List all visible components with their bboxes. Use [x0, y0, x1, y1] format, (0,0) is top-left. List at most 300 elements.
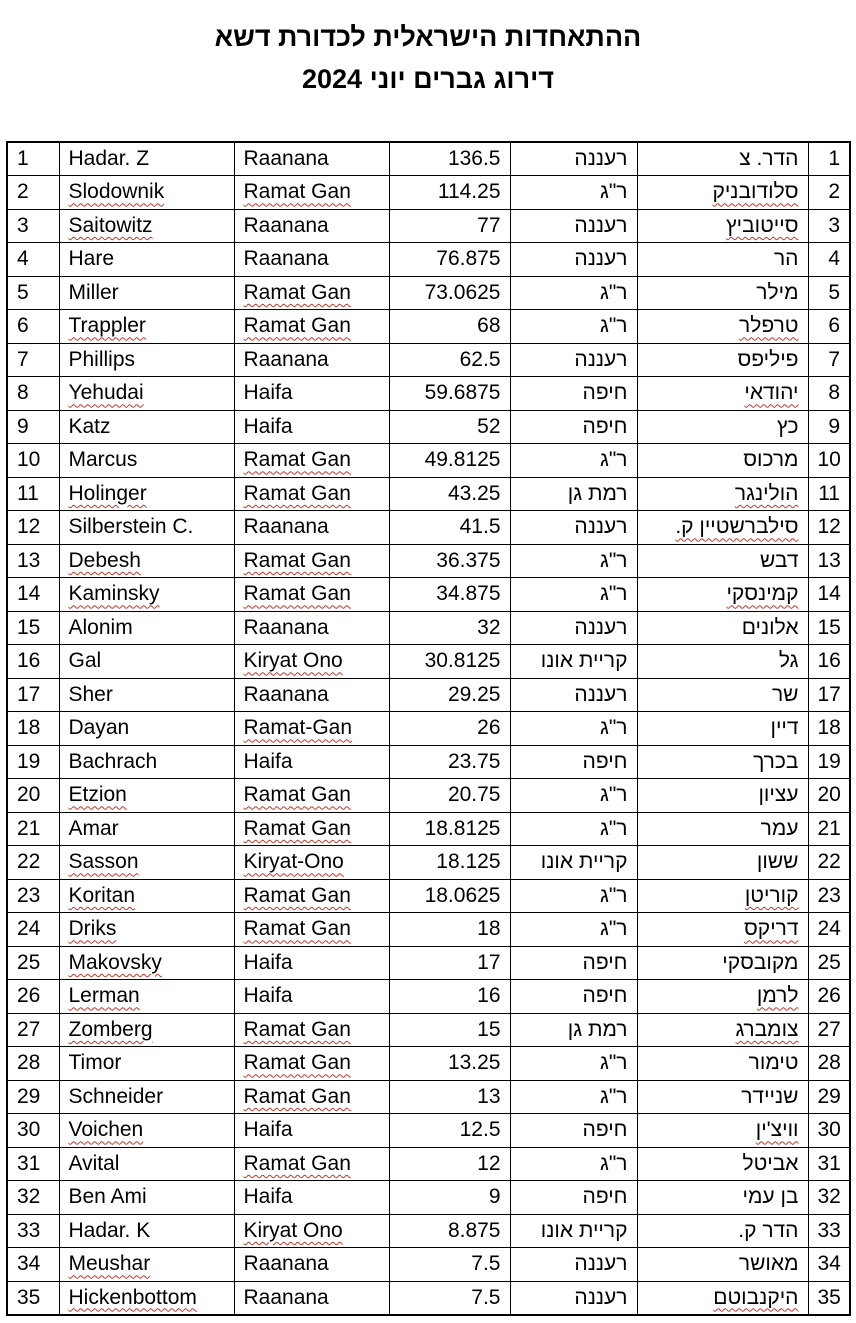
club-name-he	[510, 712, 637, 746]
table-row	[7, 511, 850, 545]
rank-cell-he	[808, 712, 850, 746]
table-row	[7, 1013, 850, 1047]
rank-cell-text: 13	[17, 548, 41, 572]
rank-cell-he	[808, 176, 850, 210]
club-name-he	[510, 1080, 637, 1114]
rank-cell-text: 28	[17, 1051, 41, 1075]
club-name-en-text: Haifa	[243, 1118, 293, 1142]
club-name-he	[510, 1214, 637, 1248]
ranking-table-body	[7, 142, 850, 1315]
player-name-he-text: קמינסקי	[726, 582, 799, 606]
club-name-he-text: ר"ג	[599, 883, 628, 907]
rank-cell	[7, 611, 59, 645]
table-row	[7, 1114, 850, 1148]
player-name-en	[59, 209, 234, 243]
player-name-en	[59, 745, 234, 779]
points-cell-text: 73.0625	[424, 280, 501, 304]
rank-cell	[7, 1248, 59, 1282]
club-name-en	[234, 1047, 389, 1081]
player-name-he	[637, 1080, 808, 1114]
club-name-he-text: קריית אונו	[540, 649, 628, 673]
club-name-en-text: Kiryat Ono	[243, 1218, 343, 1242]
rank-cell	[7, 846, 59, 880]
club-name-he-text: חיפה	[582, 749, 628, 773]
player-name-en-text: Slodownik	[68, 180, 165, 204]
rank-cell-he-text: 20	[817, 783, 841, 807]
rank-cell	[7, 477, 59, 511]
player-name-he	[637, 1181, 808, 1215]
player-name-en	[59, 1147, 234, 1181]
club-name-en	[234, 1080, 389, 1114]
rank-cell-he-text: 23	[817, 883, 841, 907]
club-name-en-text: Ramat-Gan	[243, 716, 353, 740]
player-name-en-text: Kaminsky	[68, 582, 160, 606]
club-name-en	[234, 678, 389, 712]
rank-cell-he	[808, 1013, 850, 1047]
rank-cell-he-text: 16	[817, 649, 841, 673]
player-name-he	[637, 1281, 808, 1315]
rank-cell-he	[808, 1080, 850, 1114]
table-row	[7, 544, 850, 578]
club-name-en-text: Ramat Gan	[243, 917, 351, 941]
player-name-en-text: Voichen	[68, 1118, 144, 1142]
rank-cell-he	[808, 310, 850, 344]
rank-cell-he-text: 5	[828, 280, 840, 304]
table-row	[7, 745, 850, 779]
points-cell	[389, 1248, 510, 1282]
player-name-en	[59, 1013, 234, 1047]
table-row	[7, 142, 850, 176]
points-cell	[389, 1214, 510, 1248]
player-name-en	[59, 1181, 234, 1215]
club-name-he	[510, 142, 637, 176]
rank-cell-he-text: 7	[828, 347, 840, 371]
club-name-en-text: Ramat Gan	[243, 1151, 351, 1175]
points-cell-text: 76.875	[436, 247, 501, 271]
club-name-he	[510, 946, 637, 980]
rank-cell	[7, 1047, 59, 1081]
rank-cell-he-text: 29	[817, 1084, 841, 1108]
table-row	[7, 812, 850, 846]
rank-cell-he	[808, 444, 850, 478]
rank-cell	[7, 946, 59, 980]
club-name-he	[510, 310, 637, 344]
points-cell	[389, 879, 510, 913]
player-name-he	[637, 1114, 808, 1148]
club-name-en-text: Ramat Gan	[243, 1017, 351, 1041]
rank-cell	[7, 377, 59, 411]
club-name-en	[234, 410, 389, 444]
club-name-en	[234, 209, 389, 243]
club-name-en-text: Haifa	[243, 414, 293, 438]
player-name-he	[637, 343, 808, 377]
player-name-en	[59, 1281, 234, 1315]
player-name-en	[59, 343, 234, 377]
club-name-en	[234, 1281, 389, 1315]
club-name-he	[510, 980, 637, 1014]
player-name-he-text: מקובסקי	[722, 950, 799, 974]
player-name-he	[637, 1147, 808, 1181]
player-name-en	[59, 611, 234, 645]
player-name-en	[59, 1214, 234, 1248]
table-row	[7, 779, 850, 813]
player-name-he-text: גל	[778, 649, 799, 673]
player-name-en	[59, 1080, 234, 1114]
player-name-he	[637, 1047, 808, 1081]
club-name-he-text: חיפה	[582, 950, 628, 974]
table-row	[7, 645, 850, 679]
club-name-he-text: רעננה	[574, 1252, 628, 1276]
table-row	[7, 913, 850, 947]
points-cell	[389, 1013, 510, 1047]
rank-cell-he-text: 15	[817, 615, 841, 639]
points-cell	[389, 544, 510, 578]
player-name-he	[637, 812, 808, 846]
player-name-en-text: Gal	[68, 649, 102, 673]
club-name-en	[234, 645, 389, 679]
club-name-en	[234, 1013, 389, 1047]
club-name-en-text: Raanana	[243, 213, 329, 237]
points-cell	[389, 846, 510, 880]
table-row	[7, 377, 850, 411]
rank-cell	[7, 1080, 59, 1114]
club-name-he-text: רמת גן	[567, 481, 628, 505]
club-name-he-text: ר"ג	[599, 180, 628, 204]
club-name-en-text: Kiryat Ono	[243, 649, 343, 673]
player-name-en	[59, 578, 234, 612]
player-name-en	[59, 779, 234, 813]
player-name-en-text: Saitowitz	[68, 213, 153, 237]
player-name-en-text: Avital	[68, 1151, 120, 1175]
club-name-he	[510, 209, 637, 243]
rank-cell-he	[808, 745, 850, 779]
rank-cell-text: 29	[17, 1084, 41, 1108]
rank-cell-text: 31	[17, 1151, 41, 1175]
club-name-en	[234, 879, 389, 913]
club-name-en-text: Ramat Gan	[243, 1084, 351, 1108]
player-name-he-text: מילר	[756, 280, 799, 304]
rank-cell-he-text: 4	[828, 247, 840, 271]
club-name-en-text: Raanana	[243, 1252, 329, 1276]
rank-cell-he	[808, 209, 850, 243]
rank-cell-he-text: 3	[828, 213, 840, 237]
club-name-en	[234, 343, 389, 377]
points-cell	[389, 477, 510, 511]
rank-cell	[7, 812, 59, 846]
player-name-en	[59, 1248, 234, 1282]
points-cell-text: 17	[477, 950, 501, 974]
club-name-en	[234, 444, 389, 478]
player-name-he-text: טרפלר	[739, 314, 799, 338]
rank-cell	[7, 410, 59, 444]
club-name-en	[234, 611, 389, 645]
rank-cell-text: 34	[17, 1252, 41, 1276]
table-row	[7, 1047, 850, 1081]
points-cell	[389, 243, 510, 277]
rank-cell	[7, 879, 59, 913]
club-name-he	[510, 611, 637, 645]
rank-cell-he-text: 18	[817, 716, 841, 740]
club-name-he	[510, 1013, 637, 1047]
table-row	[7, 1248, 850, 1282]
rank-cell-text: 14	[17, 582, 41, 606]
club-name-en-text: Raanana	[243, 615, 329, 639]
club-name-en	[234, 544, 389, 578]
player-name-en-text: Alonim	[68, 615, 133, 639]
club-name-he	[510, 1181, 637, 1215]
club-name-he	[510, 913, 637, 947]
points-cell-text: 68	[477, 314, 501, 338]
club-name-he-text: ר"ג	[599, 816, 628, 840]
club-name-he-text: ר"ג	[599, 1051, 628, 1075]
rank-cell-text: 10	[17, 448, 41, 472]
club-name-he	[510, 477, 637, 511]
rank-cell	[7, 980, 59, 1014]
points-cell-text: 32	[477, 615, 501, 639]
club-name-en	[234, 1214, 389, 1248]
player-name-en	[59, 276, 234, 310]
rank-cell	[7, 343, 59, 377]
club-name-he	[510, 846, 637, 880]
points-cell	[389, 980, 510, 1014]
club-name-he-text: רעננה	[574, 347, 628, 371]
rank-cell-he	[808, 544, 850, 578]
club-name-en	[234, 812, 389, 846]
rank-cell-he	[808, 913, 850, 947]
club-name-en	[234, 578, 389, 612]
club-name-he-text: רעננה	[574, 147, 628, 170]
rank-cell-he-text: 27	[817, 1017, 841, 1041]
club-name-he	[510, 176, 637, 210]
rank-cell-text: 3	[17, 213, 29, 237]
rank-cell-text: 25	[17, 950, 41, 974]
rank-cell-he-text: 14	[817, 582, 841, 606]
player-name-he	[637, 544, 808, 578]
table-row	[7, 1080, 850, 1114]
club-name-en-text: Haifa	[243, 749, 293, 773]
player-name-he	[637, 142, 808, 176]
player-name-en	[59, 544, 234, 578]
table-row	[7, 712, 850, 746]
player-name-en-text: Holinger	[68, 481, 147, 505]
table-row	[7, 310, 850, 344]
rank-cell-he	[808, 142, 850, 176]
club-name-en-text: Ramat Gan	[243, 783, 351, 807]
club-name-he-text: ר"ג	[599, 917, 628, 941]
player-name-he	[637, 913, 808, 947]
player-name-he-text: שר	[771, 682, 799, 706]
points-cell	[389, 209, 510, 243]
player-name-he-text: יהודאי	[744, 381, 799, 405]
club-name-en-text: Ramat Gan	[243, 883, 351, 907]
table-row	[7, 477, 850, 511]
club-name-en-text: Ramat Gan	[243, 481, 351, 505]
rank-cell-he-text: 32	[817, 1185, 841, 1209]
club-name-en	[234, 980, 389, 1014]
points-cell-text: 62.5	[459, 347, 501, 371]
club-name-he	[510, 377, 637, 411]
points-cell-text: 8.875	[447, 1218, 501, 1242]
points-cell	[389, 812, 510, 846]
player-name-he-text: הדר ק.	[738, 1218, 799, 1242]
club-name-en	[234, 377, 389, 411]
ranking-table	[6, 141, 851, 1316]
rank-cell	[7, 1281, 59, 1315]
points-cell	[389, 946, 510, 980]
points-cell-text: 30.8125	[424, 649, 501, 673]
rank-cell-text: 15	[17, 615, 41, 639]
points-cell	[389, 1281, 510, 1315]
rank-cell	[7, 310, 59, 344]
player-name-he-text: קוריטן	[744, 883, 799, 907]
points-cell	[389, 176, 510, 210]
rank-cell-he	[808, 276, 850, 310]
player-name-he-text: הולינגר	[734, 481, 799, 505]
club-name-en	[234, 310, 389, 344]
club-name-en-text: Kiryat-Ono	[243, 850, 344, 874]
rank-cell-he-text: 25	[817, 950, 841, 974]
club-name-he	[510, 544, 637, 578]
player-name-he	[637, 310, 808, 344]
club-name-en-text: Ramat Gan	[243, 280, 351, 304]
player-name-en	[59, 712, 234, 746]
rank-cell-text: 17	[17, 682, 41, 706]
rank-cell-he-text: 11	[818, 481, 840, 505]
club-name-en-text: Raanana	[243, 515, 329, 539]
rank-cell-he-text: 8	[828, 381, 840, 405]
player-name-he-text: צומברג	[735, 1017, 799, 1041]
player-name-en	[59, 678, 234, 712]
player-name-en-text: Hadar. K	[68, 1218, 151, 1242]
player-name-en	[59, 410, 234, 444]
club-name-he	[510, 511, 637, 545]
table-row	[7, 846, 850, 880]
club-name-en-text: Ramat Gan	[243, 448, 351, 472]
table-row	[7, 209, 850, 243]
club-name-en	[234, 1248, 389, 1282]
player-name-he	[637, 779, 808, 813]
table-row	[7, 879, 850, 913]
player-name-en-text: Yehudai	[68, 381, 144, 405]
club-name-en	[234, 913, 389, 947]
player-name-he	[637, 1248, 808, 1282]
points-cell	[389, 377, 510, 411]
club-name-he-text: רעננה	[574, 1285, 628, 1309]
club-name-en-text: Ramat Gan	[243, 548, 351, 572]
player-name-en	[59, 645, 234, 679]
club-name-en	[234, 477, 389, 511]
points-cell-text: 9	[488, 1185, 501, 1209]
player-name-he-text: עמר	[760, 816, 799, 840]
club-name-he	[510, 578, 637, 612]
table-row	[7, 276, 850, 310]
player-name-he-text: סלודובניק	[712, 180, 799, 204]
club-name-en-text: Raanana	[243, 1285, 329, 1309]
club-name-he-text: ר"ג	[599, 448, 628, 472]
player-name-en	[59, 913, 234, 947]
rank-cell-text: 2	[17, 180, 29, 204]
player-name-en-text: Driks	[68, 917, 117, 941]
club-name-en-text: Raanana	[243, 247, 329, 271]
club-name-en	[234, 779, 389, 813]
club-name-he-text: רעננה	[574, 247, 628, 271]
table-row	[7, 444, 850, 478]
player-name-he-text: ששון	[756, 850, 799, 874]
rank-cell-he	[808, 611, 850, 645]
club-name-en-text: Ramat Gan	[243, 816, 351, 840]
player-name-he	[637, 377, 808, 411]
club-name-en-text: Raanana	[243, 147, 329, 170]
player-name-he-text: מרכוס	[743, 448, 799, 472]
club-name-he-text: ר"ג	[599, 548, 628, 572]
rank-cell-he	[808, 1248, 850, 1282]
points-cell	[389, 1181, 510, 1215]
player-name-he-text: עציון	[758, 783, 799, 807]
club-name-he-text: ר"ג	[599, 314, 628, 338]
player-name-he-text: דריקס	[744, 917, 799, 941]
player-name-en	[59, 176, 234, 210]
player-name-en-text: Debesh	[68, 548, 141, 572]
rank-cell	[7, 511, 59, 545]
club-name-he	[510, 410, 637, 444]
player-name-en-text: Katz	[68, 414, 111, 438]
points-cell-text: 43.25	[447, 481, 501, 505]
player-name-he-text: דיין	[770, 716, 799, 740]
player-name-he-text: היקנבוטם	[713, 1285, 799, 1309]
club-name-he-text: קריית אונו	[540, 1218, 628, 1242]
rank-cell-he-text: 10	[817, 448, 841, 472]
rank-cell-text: 7	[17, 347, 29, 371]
rank-cell-text: 11	[17, 481, 39, 505]
table-row	[7, 678, 850, 712]
player-name-he	[637, 980, 808, 1014]
player-name-he-text: סייטוביץ	[726, 213, 799, 237]
rank-cell-he-text: 6	[828, 314, 840, 338]
points-cell-text: 7.5	[471, 1285, 501, 1309]
player-name-he-text: כץ	[776, 414, 799, 438]
rank-cell-text: 22	[17, 850, 41, 874]
club-name-he-text: חיפה	[582, 1185, 628, 1209]
player-name-en-text: Ben Ami	[68, 1185, 147, 1209]
club-name-he	[510, 343, 637, 377]
table-row	[7, 1281, 850, 1315]
rank-cell-he	[808, 578, 850, 612]
rank-cell-text: 9	[17, 414, 29, 438]
points-cell-text: 41.5	[459, 515, 501, 539]
document-subtitle: דירוג גברים יוני 2024	[302, 64, 554, 94]
rank-cell	[7, 1147, 59, 1181]
table-row	[7, 980, 850, 1014]
table-row	[7, 1214, 850, 1248]
player-name-he-text: אביטל	[742, 1151, 799, 1175]
rank-cell-text: 33	[17, 1218, 41, 1242]
player-name-en-text: Hadar. Z	[68, 147, 150, 170]
table-row	[7, 946, 850, 980]
club-name-he-text: רעננה	[574, 615, 628, 639]
rank-cell-he-text: 21	[817, 816, 841, 840]
club-name-he-text: חיפה	[582, 984, 628, 1008]
rank-cell	[7, 444, 59, 478]
rank-cell-he	[808, 846, 850, 880]
points-cell	[389, 444, 510, 478]
player-name-en-text: Amar	[68, 816, 119, 840]
points-cell	[389, 578, 510, 612]
player-name-en-text: Makovsky	[68, 950, 162, 974]
player-name-he-text: סילברשטיין ק.	[675, 515, 799, 539]
rank-cell-he-text: 26	[817, 984, 841, 1008]
rank-cell-he-text: 1	[828, 147, 840, 170]
club-name-he-text: קריית אונו	[540, 850, 628, 874]
